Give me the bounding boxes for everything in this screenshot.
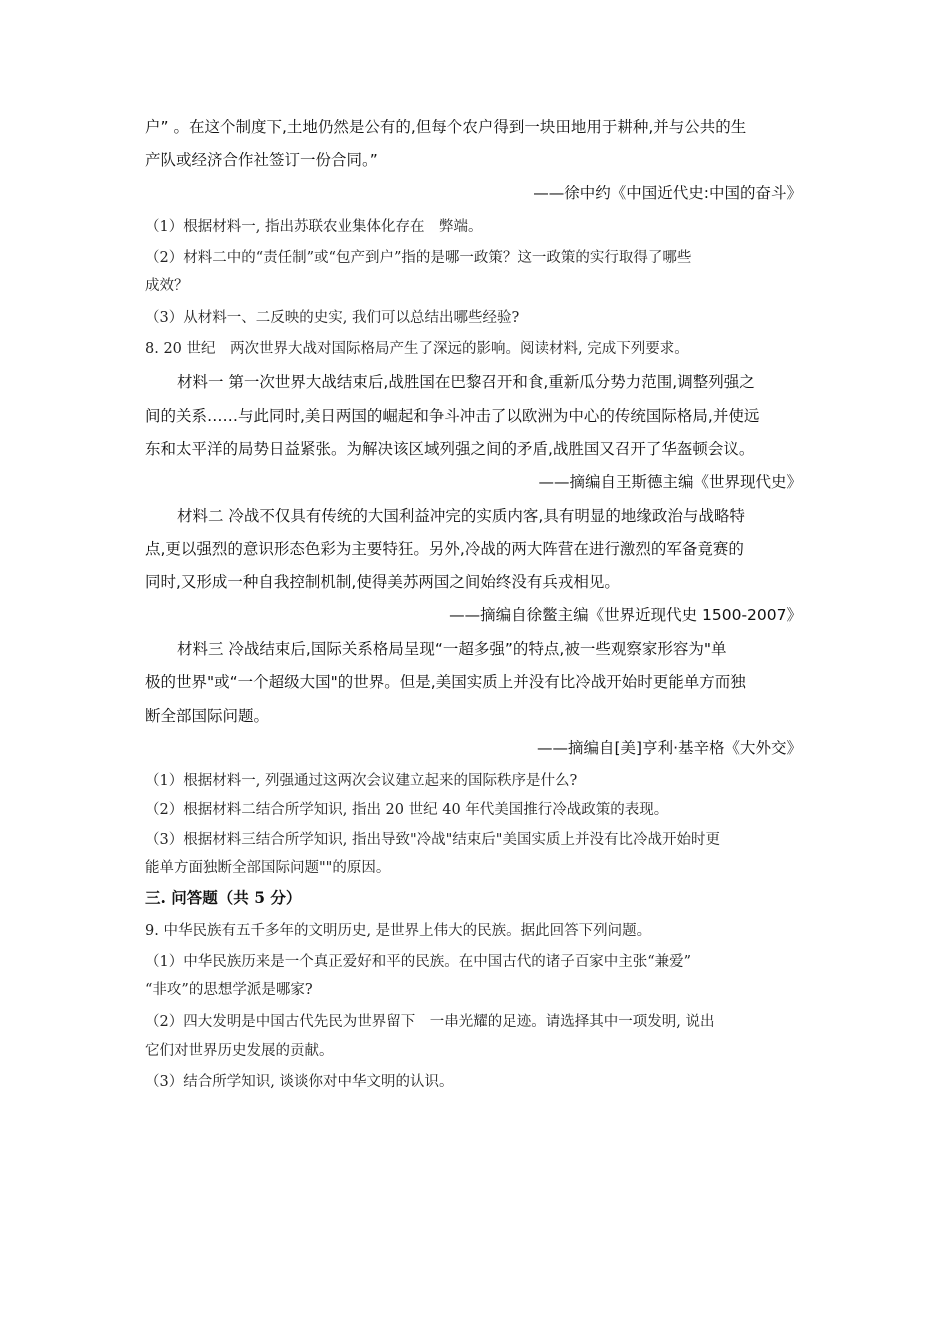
question-item: （1）根据材料一, 指出苏联农业集体化存在 弊端。 [145, 219, 483, 235]
material-text-line: 点,更以强烈的意识形态色彩为主要特狂。另外,冷战的两大阵营在进行激烈的军备竟赛的 [145, 540, 744, 558]
question-item-continued: 它们对世界历史发展的贡献。 [145, 1043, 334, 1059]
material-text-line: 同时,又形成一种自我控制机制,使得美苏两国之间始终没有兵戎相见。 [145, 573, 620, 591]
material-source: ——摘编自徐鳖主编《世界近现代史 1500-2007》 [449, 606, 802, 624]
question-item: （1）中华民族历来是一个真正爱好和平的民族。在中国古代的诸子百家中主张“兼爱” [145, 954, 692, 970]
material-text-line: 材料二 冷战不仅具有传统的大国利益冲完的实质内客,具有明显的地缘政治与战略特 [177, 507, 745, 525]
question-item-continued: “非攻”的思想学派是哪家? [145, 982, 313, 998]
question-item: （2）根据材料二结合所学知识, 指出 20 世纪 40 年代美国推行冷战政策的表现。 [145, 802, 669, 818]
question-stem: 8. 20 世纪 两次世界大战对国际格局产生了深远的影响。阅读材料, 完成下列要求。 [145, 341, 689, 357]
material-source: ——摘编自[美]亨利·基辛格《大外交》 [536, 739, 802, 757]
question-item: （3）从材料一、二反映的史实, 我们可以总结出哪些经验? [145, 310, 520, 326]
question-stem: 9. 中华民族有五千多年的文明历史, 是世界上伟大的民族。据此回答下列问题。 [145, 923, 652, 939]
material-text-line: 东和太平洋的局势日益紧张。为解决该区域列强之间的矛盾,战胜国又召开了华盔顿会议。 [145, 440, 755, 458]
material-text-line: 间的关系……与此同时,美日两国的崛起和争斗冲击了以欧洲为中心的传统国际格局,并使远 [145, 407, 760, 425]
material-text-line: 材料三 冷战结束后,国际关系格局呈现“一超多强”的特点,被一些观察家形容为"单 [177, 640, 727, 658]
question-item: （2）四大发明是中国古代先民为世界留下 一串光耀的足迹。请选择其中一项发明, 说出 [145, 1014, 715, 1030]
material-text-line: 材料一 第一次世界大战结束后,战胜国在巴黎召开和食,重新瓜分势力范围,调整列强之 [177, 373, 755, 391]
question-item: （3）根据材料三结合所学知识, 指出导致"冷战"结束后"美国实质上并没有比冷战开始时更 [145, 832, 720, 848]
material-source: ——摘编自王斯德主编《世界现代史》 [538, 473, 802, 491]
question-item: （3）结合所学知识, 谈谈你对中华文明的认识。 [145, 1074, 454, 1090]
material-text-line: 极的世界"或“一个超级大国"的世界。但是,美国实质上并没有比冷战开始时更能单方而独 [145, 673, 746, 691]
section-heading: 三. 问答题（共 5 分） [145, 888, 302, 907]
material-text-line: 户” 。在这个制度下,土地仍然是公有的,但每个农户得到一块田地用于耕种,并与公共的生 [145, 118, 747, 136]
question-item: （1）根据材料一, 列强通过这两次会议建立起来的国际秩序是什么? [145, 773, 578, 789]
material-text-line: 断全部国际问题。 [145, 707, 270, 725]
material-source: ——徐中约《中国近代史:中国的奋斗》 [533, 184, 802, 202]
question-item-continued: 成效？ [145, 278, 189, 294]
material-text-line: 产队或经济合作社签订一份合同。” [145, 151, 378, 169]
question-item: （2）材料二中的“责任制”或“包产到户”指的是哪一政策？这一政策的实行取得了哪些 [145, 250, 692, 266]
question-item-continued: 能单方面独断全部国际问题""的原因。 [145, 860, 391, 876]
